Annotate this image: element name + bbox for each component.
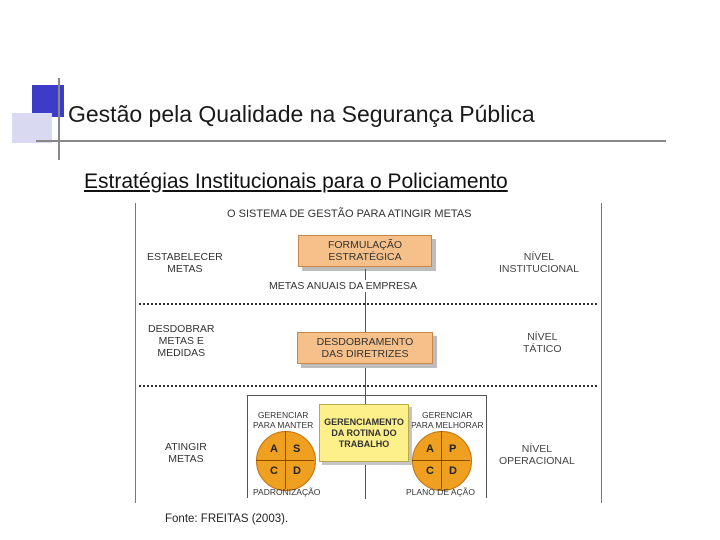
level-tactical-text: NÍVEL TÁTICO — [523, 331, 562, 355]
standardization-label: PADRONIZAÇÃO — [253, 487, 321, 497]
slide-subtitle: Estratégias Institucionais para o Policiamento — [84, 170, 508, 193]
annual-goals-label: METAS ANUAIS DA EMPRESA — [269, 280, 418, 292]
deco-square-lavender — [12, 113, 52, 143]
label-deploy-goals — [148, 323, 215, 359]
diagram-header: O SISTEMA DE GESTÃO PARA ATINGIR METAS — [227, 208, 472, 220]
manage-to-improve-label — [411, 410, 484, 430]
pdca-letter-c: C — [426, 465, 434, 477]
box-guidelines-deployment — [297, 332, 433, 364]
pdca-cycle-hline — [412, 460, 470, 461]
label-achieve-goals-text: ATINGIR METAS — [165, 441, 207, 465]
pdca-letter-p: P — [449, 443, 457, 455]
label-establish-goals-text: ESTABELECER METAS — [147, 251, 223, 275]
divider-institutional-tactical — [139, 303, 597, 305]
box-guidelines-deployment-text: DESDOBRAMENTO DAS DIRETRIZES — [316, 336, 414, 360]
level-tactical — [523, 331, 562, 355]
level-operational — [499, 443, 575, 467]
level-institutional — [499, 251, 579, 275]
source-citation: Fonte: FREITAS (2003). — [165, 513, 289, 525]
box-routine-management-text: GERENCIAMENTO DA ROTINA DO TRABALHO — [324, 416, 404, 449]
sdca-letter-s: S — [293, 443, 301, 455]
manage-to-maintain-text: GERENCIAR PARA MANTER — [253, 410, 314, 430]
deco-line-horizontal — [36, 140, 666, 142]
sdca-letter-c: C — [270, 465, 278, 477]
routine-frame-right — [486, 395, 487, 498]
label-achieve-goals — [165, 441, 207, 465]
deco-line-vertical — [58, 78, 60, 160]
level-institutional-text: NÍVEL INSTITUCIONAL — [499, 251, 579, 275]
level-operational-text: NÍVEL OPERACIONAL — [499, 443, 575, 467]
label-establish-goals — [147, 251, 223, 275]
routine-frame-top — [247, 395, 487, 396]
label-deploy-goals-text: DESDOBRAR METAS E MEDIDAS — [148, 323, 215, 359]
sdca-cycle-hline — [256, 460, 314, 461]
routine-frame-left — [247, 395, 248, 498]
manage-to-maintain-label — [253, 410, 313, 430]
pdca-cycle-circle — [412, 431, 472, 491]
action-plan-label: PLANO DE AÇÃO — [406, 487, 475, 497]
slide-title: Gestão pela Qualidade na Segurança Pública — [68, 101, 535, 127]
diagram-left-border — [135, 203, 136, 503]
sdca-letter-d: D — [293, 465, 301, 477]
box-strategic-formulation — [298, 235, 432, 267]
manage-to-improve-text: GERENCIAR PARA MELHORAR — [411, 410, 484, 430]
divider-tactical-operational — [139, 385, 597, 387]
sdca-letter-a: A — [270, 443, 278, 455]
diagram-right-border — [601, 203, 602, 503]
management-system-diagram — [135, 203, 602, 508]
sdca-cycle-circle — [256, 431, 316, 491]
pdca-letter-d: D — [449, 465, 457, 477]
pdca-letter-a: A — [426, 443, 434, 455]
box-routine-management — [319, 404, 409, 462]
box-strategic-formulation-text: FORMULAÇÃO ESTRATÉGICA — [327, 239, 403, 263]
